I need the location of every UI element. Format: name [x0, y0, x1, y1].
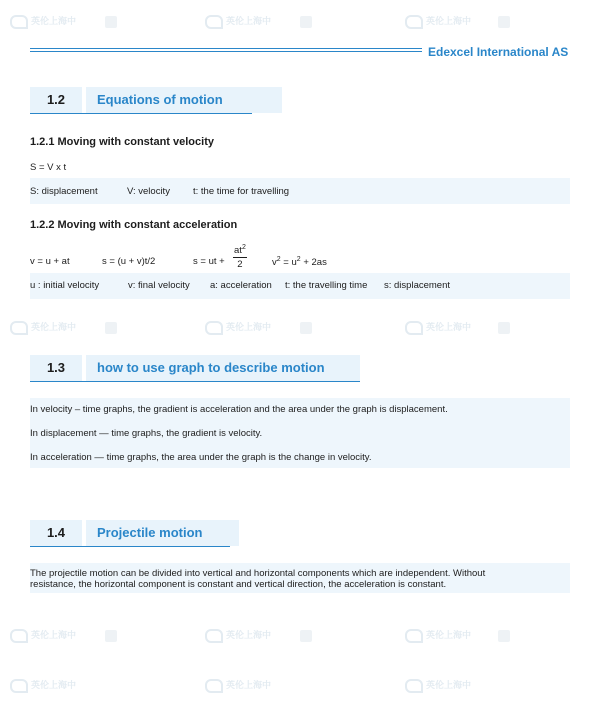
equation-fraction	[233, 244, 247, 270]
watermark-text: 英伦上海中	[31, 680, 77, 690]
fraction-numerator	[233, 244, 247, 258]
definition-s: S: displacement	[30, 186, 98, 197]
eq4-mid: = u	[280, 257, 297, 269]
definition-u: u : initial velocity	[30, 280, 100, 291]
section-number: 1.3	[30, 355, 82, 381]
watermark-text: 英伦上海中	[426, 322, 472, 332]
watermark-logo-icon	[205, 629, 223, 643]
section-underline	[30, 546, 230, 547]
header-rule-top	[30, 48, 422, 49]
watermark	[10, 678, 76, 693]
fraction-numerator-text: at	[234, 245, 242, 257]
definition-v-final: v: final velocity	[128, 280, 190, 291]
header-rule-bottom	[30, 51, 422, 52]
eq4-end: + 2as	[300, 257, 327, 269]
watermark-square-icon	[498, 322, 510, 334]
watermark	[10, 628, 76, 643]
watermark-square-icon	[105, 630, 117, 642]
watermark	[205, 678, 271, 693]
fraction-exponent: 2	[241, 244, 246, 251]
watermark-logo-icon	[405, 321, 423, 335]
section-number: 1.4	[30, 520, 82, 546]
watermark-logo-icon	[10, 321, 28, 335]
section-title: Equations of motion	[86, 87, 282, 113]
equation-v-u-at: v = u + at	[30, 256, 70, 267]
eq4-sup2: 2	[296, 256, 301, 263]
watermark-square-icon	[300, 322, 312, 334]
watermark-logo-icon	[10, 629, 28, 643]
watermark-text: 英伦上海中	[31, 322, 77, 332]
watermark-logo-icon	[10, 679, 28, 693]
subsection-heading-1-2-1: 1.2.1 Moving with constant velocity	[30, 136, 214, 148]
watermark-text: 英伦上海中	[226, 16, 272, 26]
header-brand: Edexcel International AS	[428, 45, 569, 59]
definition-t-travel: t: the travelling time	[285, 280, 368, 291]
watermark-text: 英伦上海中	[426, 680, 472, 690]
definition-t: t: the time for travelling	[193, 186, 290, 197]
section-underline	[30, 381, 360, 382]
watermark	[405, 14, 471, 29]
watermark	[205, 628, 271, 643]
watermark	[205, 14, 271, 29]
section-number: 1.2	[30, 87, 82, 113]
fraction-denominator: 2	[237, 259, 243, 271]
watermark-square-icon	[105, 16, 117, 28]
definitions-band	[30, 178, 570, 204]
eq4-v: v	[272, 257, 277, 269]
watermark-text: 英伦上海中	[226, 322, 272, 332]
watermark-text: 英伦上海中	[31, 16, 77, 26]
graph-note-velocity: In velocity – time graphs, the gradient is acceleration and the area under the graph is displacement.	[30, 404, 448, 415]
graph-note-acceleration: In acceleration — time graphs, the area under the graph is the change in velocity.	[30, 452, 372, 463]
watermark-logo-icon	[10, 15, 28, 29]
subsection-heading-1-2-2: 1.2.2 Moving with constant acceleration	[30, 219, 238, 231]
definition-s-disp: s: displacement	[384, 280, 451, 291]
watermark-square-icon	[300, 630, 312, 642]
eq4-sup1: 2	[276, 256, 281, 263]
watermark	[10, 320, 76, 335]
watermark	[405, 320, 471, 335]
watermark-logo-icon	[405, 15, 423, 29]
definition-a: a: acceleration	[210, 280, 272, 291]
watermark-square-icon	[105, 322, 117, 334]
watermark	[205, 320, 271, 335]
watermark-logo-icon	[405, 629, 423, 643]
watermark-text: 英伦上海中	[31, 630, 77, 640]
watermark-square-icon	[498, 16, 510, 28]
watermark-square-icon	[498, 630, 510, 642]
projectile-text-line-2: resistance, the horizontal component is constant and vertical direction, the acceleration is constant.	[30, 579, 447, 590]
watermark	[405, 628, 471, 643]
watermark-text: 英伦上海中	[426, 630, 472, 640]
watermark-logo-icon	[405, 679, 423, 693]
equation-v-squared	[272, 256, 327, 268]
projectile-text-line-1: The projectile motion can be divided into vertical and horizontal components which are independent. Without	[30, 568, 486, 579]
definition-v: V: velocity	[127, 186, 170, 197]
watermark-text: 英伦上海中	[226, 680, 272, 690]
section-underline	[30, 113, 252, 114]
equation-constant-velocity: S = V x t	[30, 162, 67, 173]
watermark	[10, 14, 76, 29]
section-title: how to use graph to describe motion	[86, 355, 360, 381]
equation-s-ut-prefix: s = ut +	[193, 256, 225, 267]
watermark-logo-icon	[205, 321, 223, 335]
section-title: Projectile motion	[86, 520, 239, 546]
watermark	[405, 678, 471, 693]
equation-s-average: s = (u + v)t/2	[102, 256, 156, 267]
watermark-text: 英伦上海中	[426, 16, 472, 26]
watermark-text: 英伦上海中	[226, 630, 272, 640]
watermark-logo-icon	[205, 15, 223, 29]
watermark-square-icon	[300, 16, 312, 28]
graph-note-displacement: In displacement — time graphs, the gradient is velocity.	[30, 428, 263, 439]
watermark-logo-icon	[205, 679, 223, 693]
